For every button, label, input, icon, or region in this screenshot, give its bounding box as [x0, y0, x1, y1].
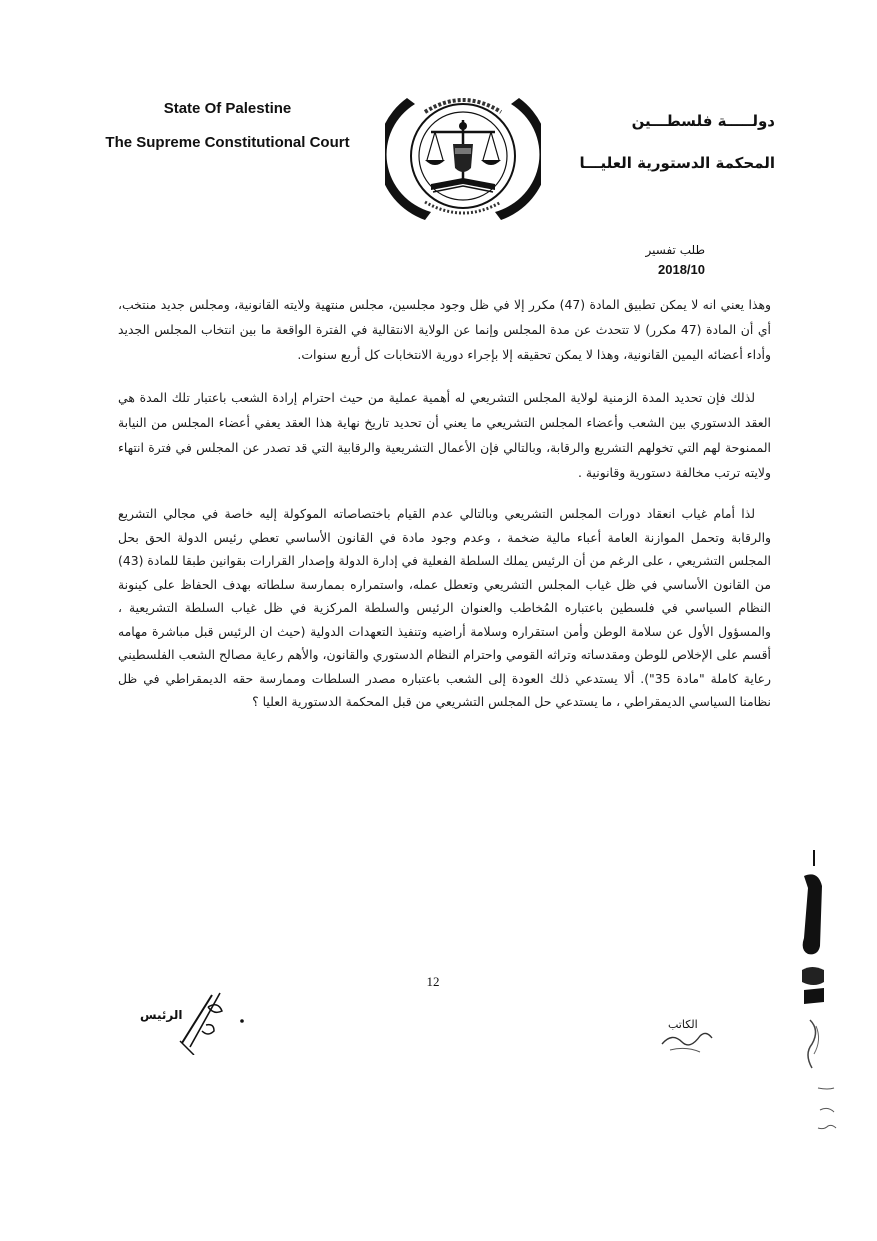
page-number: 12	[426, 974, 440, 989]
clerk-signature-icon	[652, 1010, 727, 1060]
president-signature-icon	[120, 985, 260, 1055]
document-body	[118, 292, 771, 714]
arabic-letterhead	[560, 100, 775, 184]
margin-marks-icon	[812, 1080, 842, 1140]
side-stamp-icon	[790, 850, 835, 1100]
body-paragraph-1: وهذا يعني انه لا يمكن تطبيق المادة (47) مكرر إلا في ظل وجود مجلسين، مجلس منتهية ولايته القانونية، ومجلس جديد منتخب، أي أن المادة (47 مكرر) لا تتحدث عن مدة المجلس وإنما عن الولاية الانتقالية في الفترة الواقعة ما بين انتخاب المجلس الجديد وأداء أعضائه اليمين القانونية، وهذا لا يمكن تحقيقه إلا بإجراء دورية الانتخابات كل أربع سنوات.	[118, 297, 771, 362]
english-letterhead	[95, 92, 360, 160]
clerk-label: الكاتب	[668, 1018, 698, 1031]
court-emblem-icon	[385, 80, 541, 230]
request-reference	[600, 240, 705, 280]
request-label: طلب تفسير	[645, 243, 705, 257]
request-number: 2018/10	[658, 262, 705, 277]
body-paragraph-2: لذلك فإن تحديد المدة الزمنية لولاية المجلس التشريعي له أهمية عملية من حيث احترام إرادة الشعب باعتبار تلك المدة هي العقد الدستوري بين الشعب وأعضاء المجلس التشريعي ما يعني أن تحديد تاريخ نهاية هذا العقد يعفي أعضاء المجلس من النيابة الممنوحة لهم التي تخولهم التشريع والرقابة، وبالتالي فإن الأعمال التشريعية والرقابية التي قد تصدر عن المجلس في فترة انتهاء ولايته ترتب مخالفة دستورية وقانونية .	[118, 390, 771, 480]
body-paragraph-3: لذا أمام غياب انعقاد دورات المجلس التشريعي وبالتالي عدم القيام باختصاصاته الموكولة إليه خاصة في مجالي التشريع والرقابة وتحمل الموازنة العامة أعباء مالية ضخمة ، وعدم وجود مادة في القانون الأساسي تعطي رئيس الدولة الحق بحل المجلس التشريعي ، على الرغم من أن الرئيس يملك السلطة الفعلية في إدارة الدولة وإصدار القرارات بقوانين طبقا للمادة (43) من القانون الأساسي في ظل غياب المجلس التشريعي وتعطل عمله، واستمراره بممارسة سلطاته بهدف الحفاظ على كينونة النظام السياسي في فلسطين باعتباره المُخاطب والعنوان الرئيس والسلطة المركزية في ظل غياب السلطة التشريعية ، والمسؤول الأول عن سلامة الوطن وأمن استقراره وسلامة أراضيه وتنفيذ التعهدات الدولية (حيث ان الرئيس قبل مباشرة مهامه أقسم على الإخلاص للوطن ومقدساته وتراثه القومي واحترام النظام الدستوري والقانون، والأهم رعاية مصالح الشعب الفلسطيني رعاية كاملة "مادة 35"). ألا يستدعي ذلك العودة إلى الشعب باعتباره مصدر السلطات وممارسة حقه الديمقراطي في ظل نظامنا السياسي الديمقراطي ، ما يستدعي حل المجلس التشريعي من قبل المحكمة الدستورية العليا ؟	[118, 506, 771, 709]
arabic-state-name: دولـــــة فلسطـــين	[631, 112, 775, 130]
english-state-name: State Of Palestine	[163, 100, 292, 117]
english-court-name: The Supreme Constitutional Court	[105, 134, 350, 151]
arabic-court-name: المحكمة الدستورية العليـــا	[579, 154, 775, 172]
president-label: الرئيس	[140, 1008, 183, 1022]
